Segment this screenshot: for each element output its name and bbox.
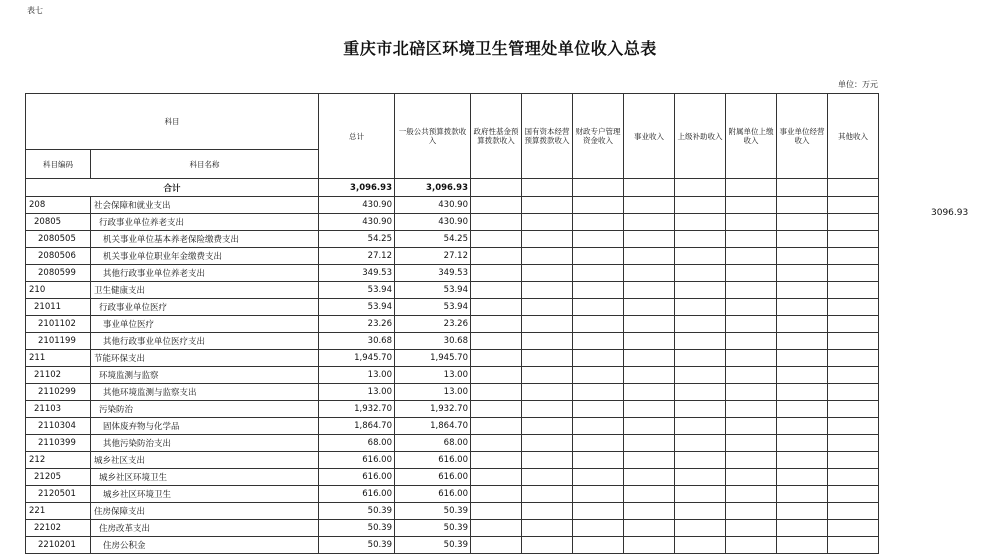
empty-cell (726, 486, 777, 503)
general-budget-cell: 616.00 (395, 486, 471, 503)
empty-cell (522, 231, 573, 248)
total-cell: 1,945.70 (319, 350, 395, 367)
empty-cell (828, 503, 879, 520)
empty-cell (828, 231, 879, 248)
empty-cell (624, 418, 675, 435)
business-income-header: 事业收入 (624, 94, 675, 179)
empty-cell (573, 469, 624, 486)
table-row (26, 350, 879, 367)
empty-cell (522, 435, 573, 452)
table-row (26, 282, 879, 299)
subject-code-cell: 212 (26, 452, 91, 469)
table-row (26, 367, 879, 384)
empty-cell (573, 418, 624, 435)
empty-cell (522, 452, 573, 469)
subject-code-cell: 21011 (26, 299, 91, 316)
state-capital-header: 国有资本经营预算拨款收入 (522, 94, 573, 179)
subject-name-cell: 其他污染防治支出 (91, 435, 319, 452)
subject-name-cell: 卫生健康支出 (91, 282, 319, 299)
general-budget-cell: 30.68 (395, 333, 471, 350)
empty-cell (828, 401, 879, 418)
empty-cell (624, 503, 675, 520)
total-cell: 50.39 (319, 503, 395, 520)
general-budget-cell: 616.00 (395, 452, 471, 469)
empty-cell (624, 452, 675, 469)
table-number-label: 表七 (27, 6, 43, 15)
empty-cell (726, 503, 777, 520)
table-row (26, 231, 879, 248)
empty-cell (777, 248, 828, 265)
unit-label: 单位：万元 (838, 80, 878, 89)
empty-cell (726, 384, 777, 401)
empty-cell (777, 401, 828, 418)
empty-cell (624, 231, 675, 248)
subject-code-cell: 211 (26, 350, 91, 367)
subject-name-cell: 城乡社区环境卫生 (91, 469, 319, 486)
empty-cell (726, 197, 777, 214)
empty-cell (726, 418, 777, 435)
empty-cell (675, 469, 726, 486)
empty-cell (471, 350, 522, 367)
superior-subsidy-header: 上级补助收入 (675, 94, 726, 179)
subject-name-cell: 行政事业单位医疗 (91, 299, 319, 316)
empty-cell (828, 316, 879, 333)
subject-name-cell: 其他行政事业单位养老支出 (91, 265, 319, 282)
empty-cell (726, 333, 777, 350)
empty-cell (777, 418, 828, 435)
empty-cell (624, 401, 675, 418)
empty-cell (624, 282, 675, 299)
subject-code-cell: 2110304 (26, 418, 91, 435)
empty-cell (624, 299, 675, 316)
empty-cell (573, 282, 624, 299)
empty-cell (777, 299, 828, 316)
empty-cell (777, 214, 828, 231)
side-total-value: 3096.93 (931, 208, 969, 218)
empty-cell (777, 435, 828, 452)
empty-cell (777, 367, 828, 384)
empty-cell (624, 486, 675, 503)
general-budget-cell: 1,864.70 (395, 418, 471, 435)
empty-cell (573, 401, 624, 418)
empty-cell (573, 333, 624, 350)
operating-income-header: 事业单位经营收入 (777, 94, 828, 179)
empty-cell (522, 401, 573, 418)
empty-cell (624, 469, 675, 486)
total-cell: 13.00 (319, 367, 395, 384)
empty-cell (675, 452, 726, 469)
empty-cell (675, 197, 726, 214)
general-budget-header: 一般公共预算拨款收入 (395, 94, 471, 179)
empty-cell (522, 299, 573, 316)
empty-cell (471, 486, 522, 503)
empty-cell (471, 333, 522, 350)
empty-cell (522, 197, 573, 214)
empty-cell (471, 469, 522, 486)
general-budget-cell: 68.00 (395, 435, 471, 452)
subject-code-header: 科目编码 (26, 150, 91, 179)
empty-cell (726, 214, 777, 231)
empty-cell (726, 316, 777, 333)
subject-code-cell: 210 (26, 282, 91, 299)
empty-cell (726, 452, 777, 469)
empty-cell (675, 418, 726, 435)
general-budget-cell: 53.94 (395, 299, 471, 316)
empty-cell (828, 452, 879, 469)
total-cell: 13.00 (319, 384, 395, 401)
empty-cell (828, 384, 879, 401)
general-budget-cell: 13.00 (395, 367, 471, 384)
total-cell: 50.39 (319, 537, 395, 554)
empty-cell (828, 282, 879, 299)
subject-name-cell: 机关事业单位职业年金缴费支出 (91, 248, 319, 265)
general-budget-cell: 616.00 (395, 469, 471, 486)
total-general-cell: 3,096.93 (395, 179, 471, 197)
subject-code-cell: 21102 (26, 367, 91, 384)
empty-cell (522, 265, 573, 282)
empty-cell (624, 214, 675, 231)
empty-cell (777, 384, 828, 401)
table-row (26, 265, 879, 282)
total-cell: 616.00 (319, 452, 395, 469)
empty-cell (573, 197, 624, 214)
empty-cell (573, 486, 624, 503)
empty-cell (522, 537, 573, 554)
empty-cell (471, 435, 522, 452)
empty-cell (777, 486, 828, 503)
general-budget-cell: 430.90 (395, 197, 471, 214)
empty-cell (624, 537, 675, 554)
subject-name-cell: 社会保障和就业支出 (91, 197, 319, 214)
empty-cell (726, 435, 777, 452)
total-cell: 53.94 (319, 299, 395, 316)
empty-cell (675, 486, 726, 503)
subject-code-cell: 2110399 (26, 435, 91, 452)
other-income-header: 其他收入 (828, 94, 879, 179)
empty-cell (828, 418, 879, 435)
empty-cell (573, 265, 624, 282)
empty-cell (471, 299, 522, 316)
empty-cell (777, 503, 828, 520)
total-row (26, 179, 879, 197)
empty-cell (471, 418, 522, 435)
total-cell: 616.00 (319, 469, 395, 486)
empty-cell (522, 384, 573, 401)
empty-cell (573, 452, 624, 469)
general-budget-cell: 27.12 (395, 248, 471, 265)
subject-name-cell: 行政事业单位养老支出 (91, 214, 319, 231)
empty-cell (624, 248, 675, 265)
empty-cell (828, 299, 879, 316)
empty-cell (675, 316, 726, 333)
empty-cell (471, 537, 522, 554)
total-cell: 27.12 (319, 248, 395, 265)
subject-code-cell: 2080599 (26, 265, 91, 282)
empty-cell (675, 248, 726, 265)
empty-cell (573, 214, 624, 231)
subject-code-cell: 2110299 (26, 384, 91, 401)
subject-name-cell: 住房公积金 (91, 537, 319, 554)
empty-cell (522, 418, 573, 435)
income-summary-table (25, 93, 879, 554)
subject-code-cell: 2210201 (26, 537, 91, 554)
total-header: 总计 (319, 94, 395, 179)
empty-cell (624, 350, 675, 367)
empty-cell (777, 316, 828, 333)
table-row (26, 486, 879, 503)
empty-cell (624, 435, 675, 452)
empty-cell (522, 469, 573, 486)
total-cell: 50.39 (319, 520, 395, 537)
empty-cell (726, 265, 777, 282)
table-row (26, 418, 879, 435)
empty-cell (675, 367, 726, 384)
general-budget-cell: 53.94 (395, 282, 471, 299)
subject-name-cell: 城乡社区环境卫生 (91, 486, 319, 503)
empty-cell (573, 503, 624, 520)
subject-code-cell: 208 (26, 197, 91, 214)
total-cell: 68.00 (319, 435, 395, 452)
empty-cell (471, 452, 522, 469)
empty-cell (828, 248, 879, 265)
table-row (26, 384, 879, 401)
empty-cell (726, 231, 777, 248)
empty-cell (777, 197, 828, 214)
empty-cell (522, 282, 573, 299)
table-row (26, 214, 879, 231)
empty-cell (777, 265, 828, 282)
total-sum-cell: 3,096.93 (319, 179, 395, 197)
empty-cell (573, 435, 624, 452)
empty-cell (471, 401, 522, 418)
empty-cell (573, 384, 624, 401)
empty-cell (471, 503, 522, 520)
subject-header: 科目 (26, 94, 319, 150)
empty-cell (777, 452, 828, 469)
total-cell: 53.94 (319, 282, 395, 299)
general-budget-cell: 50.39 (395, 520, 471, 537)
table-row (26, 452, 879, 469)
empty-cell (624, 197, 675, 214)
subject-name-cell: 环境监测与监察 (91, 367, 319, 384)
empty-cell (777, 282, 828, 299)
subject-code-cell: 20805 (26, 214, 91, 231)
empty-cell (828, 265, 879, 282)
empty-cell (675, 503, 726, 520)
empty-cell (777, 333, 828, 350)
total-cell: 616.00 (319, 486, 395, 503)
subject-code-cell: 21103 (26, 401, 91, 418)
empty-cell (675, 401, 726, 418)
special-account-header: 财政专户管理资金收入 (573, 94, 624, 179)
empty-cell (828, 435, 879, 452)
subject-name-cell: 节能环保支出 (91, 350, 319, 367)
table-row (26, 248, 879, 265)
gov-fund-header: 政府性基金预算拨款收入 (471, 94, 522, 179)
empty-cell (675, 282, 726, 299)
general-budget-cell: 13.00 (395, 384, 471, 401)
empty-cell (726, 282, 777, 299)
empty-cell (828, 367, 879, 384)
page-title: 重庆市北碚区环境卫生管理处单位收入总表 (343, 39, 657, 58)
empty-cell (573, 537, 624, 554)
total-cell: 54.25 (319, 231, 395, 248)
subject-code-cell: 221 (26, 503, 91, 520)
empty-cell (522, 350, 573, 367)
table-row (26, 401, 879, 418)
general-budget-cell: 430.90 (395, 214, 471, 231)
empty-cell (828, 333, 879, 350)
general-budget-cell: 23.26 (395, 316, 471, 333)
subject-name-cell: 事业单位医疗 (91, 316, 319, 333)
subject-code-cell: 2120501 (26, 486, 91, 503)
empty-cell (573, 231, 624, 248)
empty-cell (471, 197, 522, 214)
empty-cell (828, 197, 879, 214)
empty-cell (522, 503, 573, 520)
general-budget-cell: 349.53 (395, 265, 471, 282)
empty-cell (726, 401, 777, 418)
empty-cell (471, 384, 522, 401)
empty-cell (522, 214, 573, 231)
subject-name-cell: 住房保障支出 (91, 503, 319, 520)
empty-cell (777, 231, 828, 248)
general-budget-cell: 54.25 (395, 231, 471, 248)
empty-cell (726, 537, 777, 554)
subject-name-cell: 住房改革支出 (91, 520, 319, 537)
empty-cell (777, 350, 828, 367)
empty-cell (471, 316, 522, 333)
empty-cell (726, 248, 777, 265)
empty-cell (675, 350, 726, 367)
empty-cell (522, 248, 573, 265)
empty-cell (675, 537, 726, 554)
empty-cell (828, 486, 879, 503)
empty-cell (828, 537, 879, 554)
empty-cell (675, 231, 726, 248)
subject-name-cell: 其他环境监测与监察支出 (91, 384, 319, 401)
subject-name-cell: 其他行政事业单位医疗支出 (91, 333, 319, 350)
empty-cell (624, 265, 675, 282)
total-cell: 349.53 (319, 265, 395, 282)
subject-name-cell: 城乡社区支出 (91, 452, 319, 469)
subject-code-cell: 22102 (26, 520, 91, 537)
empty-cell (471, 231, 522, 248)
total-cell: 30.68 (319, 333, 395, 350)
empty-cell (471, 248, 522, 265)
empty-cell (726, 367, 777, 384)
empty-cell (624, 316, 675, 333)
subject-code-cell: 2080505 (26, 231, 91, 248)
subject-code-cell: 2101199 (26, 333, 91, 350)
empty-cell (573, 350, 624, 367)
empty-cell (828, 214, 879, 231)
total-cell: 430.90 (319, 214, 395, 231)
total-label: 合计 (26, 179, 319, 197)
table-row (26, 316, 879, 333)
general-budget-cell: 50.39 (395, 503, 471, 520)
general-budget-cell: 50.39 (395, 537, 471, 554)
empty-cell (573, 299, 624, 316)
empty-cell (471, 367, 522, 384)
empty-cell (675, 214, 726, 231)
empty-cell (828, 469, 879, 486)
empty-cell (624, 333, 675, 350)
empty-cell (624, 367, 675, 384)
table-row (26, 503, 879, 520)
table-row (26, 299, 879, 316)
subject-name-cell: 固体废弃物与化学品 (91, 418, 319, 435)
empty-cell (726, 299, 777, 316)
subject-name-cell: 机关事业单位基本养老保险缴费支出 (91, 231, 319, 248)
subject-code-cell: 2080506 (26, 248, 91, 265)
table-row (26, 333, 879, 350)
empty-cell (675, 435, 726, 452)
table-row (26, 197, 879, 214)
empty-cell (726, 350, 777, 367)
table-row (26, 469, 879, 486)
empty-cell (573, 367, 624, 384)
empty-cell (726, 469, 777, 486)
empty-cell (675, 333, 726, 350)
empty-cell (471, 214, 522, 231)
total-cell: 23.26 (319, 316, 395, 333)
empty-cell (777, 537, 828, 554)
table-row (26, 537, 879, 554)
subject-code-cell: 2101102 (26, 316, 91, 333)
subject-name-header: 科目名称 (91, 150, 319, 179)
total-cell: 430.90 (319, 197, 395, 214)
subject-code-cell: 21205 (26, 469, 91, 486)
empty-cell (777, 469, 828, 486)
empty-cell (573, 248, 624, 265)
empty-cell (573, 316, 624, 333)
empty-cell (675, 265, 726, 282)
empty-cell (522, 316, 573, 333)
empty-cell (522, 486, 573, 503)
empty-cell (522, 333, 573, 350)
general-budget-cell: 1,932.70 (395, 401, 471, 418)
affiliated-income-header: 附属单位上缴收入 (726, 94, 777, 179)
total-cell: 1,864.70 (319, 418, 395, 435)
subject-name-cell: 污染防治 (91, 401, 319, 418)
empty-cell (471, 265, 522, 282)
empty-cell (471, 282, 522, 299)
empty-cell (522, 367, 573, 384)
empty-cell (675, 299, 726, 316)
total-cell: 1,932.70 (319, 401, 395, 418)
empty-cell (828, 350, 879, 367)
table-row (26, 435, 879, 452)
empty-cell (675, 384, 726, 401)
empty-cell (624, 384, 675, 401)
general-budget-cell: 1,945.70 (395, 350, 471, 367)
